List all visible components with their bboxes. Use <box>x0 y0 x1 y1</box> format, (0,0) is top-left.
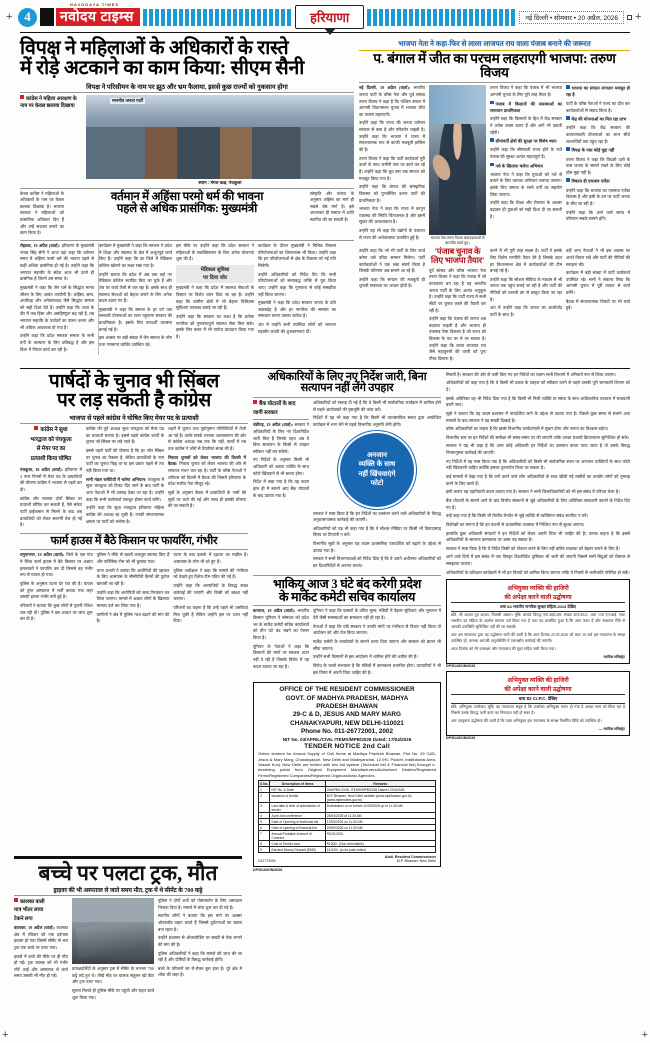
bku-col-2: यूनियन ने कहा कि फसलों के उचित मूल्य, मंडियों में बेहतर सुविधाएं और भुगतान में देरी जैसी समस्याओं का समाधान नहीं हो रहा है। नेताओं ने कहा कि यदि सरकार ने उनकी मांगों पर गंभीरता से विचार नहीं किया तो आंदोलन को और तेज किया जाएगा। मार्केट कमेटी के कार्यालयों के सामने धरना दिया जाएगा और सरकार को ज्ञापन भी सौंपा जाएगा। उन्होंने सभी किसानों से इस आंदोलन में शामिल होने की अपील की है। विरोध के चलते संभावना है कि मंडियों में कामकाज प्रभावित होगा। व्यापारियों ने भी इस विषय में अपनी चिंता जाहिर की है। <box>313 608 441 675</box>
bengal-story <box>359 36 630 365</box>
table-row <box>259 831 436 841</box>
officers-stamp: अनजान व्यक्ति के साथ नहीं खिंचवाएंगे फोटो <box>340 433 414 507</box>
bengal-headline: प. बंगाल में जीत का परचम लहराएगी भाजपा: तरुण विजय <box>373 51 616 81</box>
cell: M.P. Bhawan, New Delhi website (www.mpbhawan.gov.in) (www.mptenders.gov.in) <box>325 793 435 803</box>
bengal-quote-body: पूर्व सांसद और वरिष्ठ भाजपा नेता तरुण विजय ने कहा कि पंजाब में जो वातावरण बन रहा है वह भारतीय जनता पार्टी के लिए अत्यंत अनुकूल है। उन्होंने कहा कि पार्टी राज्य में सभी सीटों पर चुनाव लड़ने की तैयारी कर रही है। उन्होंने कहा कि पंजाब की जनता अब बदलाव चाहती है और भाजपा ही एकमात्र ऐसा विकल्प है जो राज्य को विकास के पथ पर ले जा सकता है। उन्होंने कहा कि लाला लाजपत राय जैसे महापुरुषों की धरती को पुनः गौरव दिलाना है। <box>429 267 486 362</box>
ad2-title-line2: की अपेक्षा करने वाली उद्घोषणा <box>504 686 572 694</box>
tender-col-2: Remarks <box>325 781 435 787</box>
cell: Submission on or before 11/05/2026 up to 11:30 AM. <box>325 803 435 813</box>
lead-story <box>20 36 354 365</box>
bengal-quote-col3: करने में भी पूरी तरह सक्षम है। पार्टी ने इसके लिए विशेष रणनीति तैयार की है जिसके तहत हर विधानसभा क्षेत्र में कार्यकर्ताओं की टीम बनाई गई है। उन्होंने कहा कि सोशल मीडिया के माध्यम से भी जनता तक पहुंच बनाई जा रही है और पार्टी की नीतियों को प्रभावी ढंग से प्रस्तुत किया जा रहा है। अंत में उन्होंने कहा कि जनता का आशीर्वाद पार्टी के साथ है। <box>490 248 562 318</box>
farmhouse-headline: फार्म हाउस में बैठे किसान पर फायरिंग, गंभीर <box>50 534 218 547</box>
farmhouse-col-3: घटना के बाद इलाके में दहशत का माहौल है। आसपास के लोग भी डरे हुए हैं। पुलिस अधीक्षक ने कहा कि मामले की गंभीरता को देखते हुए विशेष टीम गठित की गई है। उन्होंने कहा कि अपराधियों के विरुद्ध सख्त कार्रवाई की जाएगी और किसी को बख्शा नहीं जाएगा। परिजनों का कहना है कि उन्हें पहले भी धमकियां मिल चुकी हैं लेकिन उन्होंने इस पर ध्यान नहीं दिया। <box>173 552 248 624</box>
second-lead-body <box>20 243 354 355</box>
tender-table-body <box>259 787 436 853</box>
truck-photo <box>72 898 154 964</box>
table-row <box>259 803 436 813</box>
ad-signature-1: Addl. Resident Commissioner <box>384 855 436 860</box>
council-bullet: कांग्रेस ने सुधा भारद्वाज को पंचकूला से मेयर पद का प्रत्याशी किया घोषित <box>30 427 72 462</box>
red-bullet-icon <box>20 95 24 99</box>
paper-logo <box>40 1 140 26</box>
cell: 7 <box>259 831 270 841</box>
ad-line-5: CHANAKYAPURI, NEW DELHI-110021 <box>290 719 404 727</box>
cell: 8 <box>259 841 270 847</box>
truck-top-rule <box>14 856 242 859</box>
middle-section-rule <box>20 368 630 369</box>
proclamation-ad-1 <box>446 579 630 664</box>
cell: Date of opening of financial bid <box>270 825 325 831</box>
second-lead-side-text-2: संस्कृति और परंपरा के अनुसार अहिंसा का मार्ग ही सबसे श्रेष्ठ मार्ग है। इसे अपनाकर ही समाज में शांति स्थापित की जा सकती है। <box>310 190 354 223</box>
tender-col-0: S.No. <box>260 781 269 786</box>
second-lead-headline-line1: वर्तमान में अहिंसा परमो धर्म की भावना <box>110 189 264 203</box>
lead-headline-line2: में रोड़े अटकाने का काम किया: सीएम सैनी <box>20 58 305 80</box>
second-lead-side-text: केवल कांग्रेस ने महिलाओं के अधिकारों के नाम पर केवल छलावा दिखाया है। भाजपा सरकार ने महिलाओं को वास्तविक अधिकार दिए हैं और उन्हें सशक्त बनाने का काम किया है। <box>20 190 64 236</box>
lead-headline-line1: विपक्ष ने महिलाओं के अधिकारों के रास्ते <box>20 38 289 59</box>
second-lead-col-4: कार्यक्रम के दौरान मुख्यमंत्री ने विभिन्न विकास परियोजनाओं का शिलान्यास भी किया। उन्होंने कहा कि इन परियोजनाओं से क्षेत्र के विकास को नई गति मिलेगी। उन्होंने अधिकारियों को निर्देश दिए कि सभी परियोजनाओं को समयबद्ध तरीके से पूरा किया जाए। उन्होंने कहा कि गुणवत्ता से कोई समझौता नहीं किया जाएगा। मुख्यमंत्री ने कहा कि प्रदेश सरकार जनता के प्रति जवाबदेह है और हर नागरिक की समस्या का समाधान करना उसका कर्तव्य है। अंत में उन्होंने सभी उपस्थित लोगों को भगवान महावीर जयंती की शुभकामनाएं दीं। <box>258 243 336 334</box>
table-row <box>259 793 436 803</box>
truck-subhead: ड्राइवर की भी अस्पताल ले जाते समय मौत, ट्रक में थे सीमेंट के 700 कट्टे <box>53 888 203 895</box>
council-headline-line2: पर लड़ सकती है कांग्रेस <box>57 390 211 412</box>
cell: ₹1000/- (Non refundable) <box>325 841 435 847</box>
lead-rule-2 <box>20 188 354 189</box>
crop-square-icon <box>627 15 632 20</box>
cell: 12/05/2026 on 11:30 AM <box>325 819 435 825</box>
ad2-section: धारा 82 Cr.P.C. देखिए <box>451 694 625 704</box>
council-col-1: पंचकूला, 19 अप्रैल (वार्ता): हरियाणा में 3 नगर निगमों में मेयर पद के प्रत्याशियों की घोषणा कांग्रेस ने भाजपा से पहले कर दी। कांग्रेस और भाजपा दोनों सिंबल पर प्रत्याशी घोषित कर सकती हैं, ऐसे संकेत पार्टी हाईकमान से मिलने के बाद अब प्रत्याशियों को लेकर सरगर्मी तेज हो गई है। <box>20 467 82 528</box>
second-lead-col-2: कार्यक्रम में मुख्यमंत्री ने कहा कि सरकार ने प्रदेश में शिक्षा और स्वास्थ्य के क्षेत्र में अभूतपूर्व कार्य किए हैं। उन्होंने कहा कि हर जिले में मेडिकल कॉलेज खोलने का लक्ष्य रखा गया है। उन्होंने बताया कि प्रदेश में अब तक कई नए मेडिकल कॉलेज स्थापित किए जा चुके हैं और शेष पर कार्य तेजी से चल रहा है। इसके साथ ही स्वास्थ्य सेवाओं को बेहतर बनाने के लिए अनेक कदम उठाए गए हैं। मुख्यमंत्री ने कहा कि समाज के हर वर्ग तक सरकारी योजनाओं का लाभ पहुंचाना सरकार की प्राथमिकता है। इसके लिए पारदर्शी व्यवस्था बनाई गई है। इस अवसर पर बड़ी संख्या में जैन समाज के लोग तथा गणमान्य व्यक्ति उपस्थित रहे। <box>98 243 172 355</box>
crop-mark-left: + <box>6 11 13 23</box>
truck-bullet: कालका वाली मात्र भीतर लाया टेकने लगा <box>14 899 45 922</box>
cell: Cost of Tender cost <box>270 841 325 847</box>
ad1-title-line1: अभियुक्त व्यक्ति की हाजिरी <box>507 585 569 593</box>
cell: 3 <box>259 803 270 813</box>
truck-col-3: पुलिस ने दोनों शवों को पोस्टमार्टम के लिए अस्पताल भिजवा दिया है। मामले में जांच शुरू कर दी गई है। स्थानीय लोगों ने बताया कि इस मार्ग पर अक्सर ओवरलोड वाहन चलते हैं जिससे दुर्घटनाओं का खतरा बना रहता है। उन्होंने प्रशासन से ओवरलोडिंग पर सख्ती से रोक लगाने की मांग की है। पुलिस अधिकारियों ने कहा कि मामले की जांच की जा रही है और दोषियों के विरुद्ध कार्रवाई होगी। बच्चे के परिजनों का रो-रोकर बुरा हाल है। पूरे क्षेत्र में शोक की लहर है। <box>158 898 242 978</box>
page-number: 4 <box>18 8 37 27</box>
second-lead-rule <box>20 240 354 241</box>
bengal-col-3: तरुण विजय ने कहा कि पंजाब में भी भाजपा आगामी चुनाव के लिए पूरी तरह तैयार है। पंजाब में किसानों की समस्याओं का समाधान प्राथमिकता उन्होंने कहा कि किसानों के हित में केंद्र सरकार ने अनेक कदम उठाए हैं और आगे भी उठाती रहेगी। सीमावर्ती क्षेत्रों की सुरक्षा पर विशेष ध्यान उन्होंने कहा कि सीमावर्ती राज्य होने के नाते पंजाब की सुरक्षा अत्यंत महत्वपूर्ण है। नशे के खिलाफ चलेगा अभियान भाजपा नेता ने कहा कि युवाओं को नशे से बचाने के लिए व्यापक अभियान चलाया जाएगा। इसके लिए समाज के सभी वर्गों का सहयोग लिया जाएगा। उन्होंने कहा कि शिक्षा और रोजगार के अवसर बढ़ाकर ही युवाओं को सही दिशा दी जा सकती है। <box>490 85 562 219</box>
red-bullet-icon-2 <box>34 426 38 430</box>
cell: 1 <box>259 787 270 793</box>
dateline: नई दिल्ली • सोमवार • 20 अप्रैल, 2026 <box>519 11 624 24</box>
ad2-title-line1: अभियुक्त व्यक्ति की हाजिरी <box>507 677 569 685</box>
second-lead-headline-line2: पहले से अधिक प्रासंगिक: मुख्यमंत्री <box>116 201 258 215</box>
tender-advertisement <box>253 682 441 867</box>
bku-rule <box>253 575 441 576</box>
crop-mark-right: + <box>635 11 642 23</box>
bengal-quote-col4: वहीं अन्य नेताओं ने भी इस अवसर पर अपने विचार रखे और पार्टी की नीतियों की सराहना की। कार्यक्रम में बड़ी संख्या में पार्टी कार्यकर्ता उपस्थित रहे। सभी ने संकल्प लिया कि आगामी चुनाव में पूरी ताकत से कार्य करेंगे। बैठक में संगठनात्मक विषयों पर भी चर्चा हुई। <box>566 248 630 311</box>
bengal-photo-caption: भाजपा नेता तरुण विजय संवाददाताओं से बातचीत करते हुए। <box>430 236 485 246</box>
cell: 20/05/2026 on 11:30 AM <box>325 825 435 831</box>
truck-col-2: प्रत्यक्षदर्शियों के अनुसार ट्रक में सीमेंट के लगभग 700 कट्टे लदे हुए थे। तीखे मोड़ पर चालक संतुलन खो बैठा और ट्रक पलट गया। सूचना मिलते ही पुलिस मौके पर पहुंची और राहत कार्य शुरू किया गया। <box>72 966 154 1000</box>
second-lead-col-1: रोहतक, 19 अप्रैल (वार्ता): हरियाणा के मुख्यमंत्री नायब सिंह सैनी ने आज यहां कहा कि वर्तमान समय में अहिंसा परमो धर्म की भावना पहले से कहीं अधिक प्रासंगिक हो गई है। उन्होंने कहा कि भगवान महावीर के संदेश आज भी उतने ही प्रासंगिक हैं जितने उस समय थे। मुख्यमंत्री ने कहा कि जैन धर्म के सिद्धांत मानव जीवन के लिए अत्यंत उपयोगी हैं। अहिंसा, सत्य, अपरिग्रह और अनेकांतवाद जैसे सिद्धांत समाज को सही दिशा देते हैं। उन्होंने कहा कि आज के दौर में जब हिंसा और असहिष्णुता बढ़ रही है, तब भगवान महावीर के उपदेशों का पालन करना और भी अधिक आवश्यक हो गया है। उन्होंने कहा कि प्रदेश सरकार समाज के सभी वर्गों के कल्याण के लिए प्रतिबद्ध है और इस दिशा में निरंतर कार्य कर रही है। <box>20 243 95 352</box>
edition-ribbon: हरियाणा <box>295 5 364 29</box>
red-bullet-icon-3 <box>253 400 257 404</box>
right-column <box>446 372 630 872</box>
ad-title: TENDER NOTICE 2nd Call <box>304 743 390 751</box>
cell: 4 <box>259 813 270 819</box>
bengal-photo <box>429 85 486 235</box>
cell: 03/APRIL/CIVIL ITEMS/MPB/2026 Dated:17/04/2026 <box>325 787 435 793</box>
table-row <box>259 847 436 853</box>
officers-bullet: बैंक घोटालों के बाद जागी सरकार <box>253 400 296 416</box>
lead-photo-figures <box>86 127 354 179</box>
cell: Issuance of tender <box>270 793 325 803</box>
officers-col-1: चंडीगढ़, 19 अप्रैल (वार्ता): सरकार ने अधिकारियों के लिए नए दिशानिर्देश जारी किए हैं जिनके तहत अब वे बिना सत्यापन के किसी से उपहार स्वीकार नहीं कर सकेंगे। नए निर्देशों के अनुसार किसी भी अधिकारी को अज्ञात व्यक्ति के साथ फोटो खिंचवाने से भी बचना होगा। निर्देश में कहा गया है कि यह कदम हाल ही में सामने आए बैंक घोटालों के बाद उठाया गया है। <box>253 422 310 498</box>
ad2-body: प्रति, अभियुक्त उपरोक्त। चूंकि यह न्यायालय संतुष्ट है कि उपरोक्त अभियुक्त फरार हो गया है अथवा स्वयं को छिपा रहा है जिससे उसके विरुद्ध जारी वारंट का निष्पादन नहीं हो सका है। अतः एतद्द्वारा उद्घोषणा की जाती है कि उक्त अभियुक्त इस न्यायालय के समक्ष निर्धारित तिथि को उपस्थित हो। <box>451 705 625 724</box>
bengal-kicker: भाजपा नेता ने कहा-फिर से लाला लाजपत राय वाला पंजाब बनाने की जरूरत <box>398 40 591 48</box>
bengal-quote-headline: 'पंजाब चुनाव के लिए भाजपा तैयार' <box>430 247 485 265</box>
lead-photo <box>86 95 354 179</box>
bengal-rule <box>359 82 630 83</box>
truck-headline: बच्चे पर पलटा ट्रक, मौत <box>38 861 218 885</box>
cell: ₹5,00,000/- <box>325 831 435 841</box>
officers-headline: अधिकारियों के लिए नए निर्देश जारी, बिना सत्यापन नहीं लेंगे उपहार <box>267 370 427 395</box>
bengal-quote-side: उन्होंने कहा कि जो भी पार्टी के लिए कार्य करेगा उसे उचित सम्मान मिलेगा। पार्टी कार्यकर्ताओं ने एक लंबा संघर्ष किया है जिसके परिणाम अब सामने आ रहे हैं। उन्होंने कहा कि संगठन की मजबूती ही चुनावी सफलता का आधार होती है। <box>359 248 425 289</box>
cell: Earnest Money Deposit (EMD) <box>270 847 325 853</box>
lead-subhead: विपक्ष ने परिसीमन के नाम पर झूठ और भ्रम फैलाया, इससे कुछ राज्यों को नुकसान होगा <box>86 83 288 91</box>
decor-bars-right <box>367 9 516 26</box>
bengal-quote-section <box>359 248 630 364</box>
farmhouse-col-1: यमुनानगर, 19 अप्रैल (वार्ता): जिले के एक गांव में स्थित फार्म हाउस में बैठे किसान पर अज्ञात हमलावरों ने फायरिंग कर दी जिससे वह गंभीर रूप से घायल हो गया। पुलिस के अनुसार घटना देर रात की है। घायल को तुरंत अस्पताल में भर्ती कराया गया जहां उसकी हालत गंभीर बनी हुई है। परिजनों ने बताया कि कुछ लोगों से पुरानी रंजिश चल रही थी। पुलिस ने इस आधार पर जांच शुरू कर दी है। <box>20 552 93 622</box>
cell: 28/04/2026 at 11:30 AM <box>325 813 435 819</box>
council-rule <box>20 423 248 424</box>
ad1-body: प्रति, श्री अज्ञात पुत्र अज्ञात, निवासी अज्ञात। चूंकि आपके विरुद्ध एफ.आई.आर. संख्या 405/2021, धारा 138 एन.आई. एक्ट भारतीय दंड संहिता के अंतर्गत मामला दर्ज किया गया है तथा यह प्रमाणित हुआ है कि आप फरार हैं और साधारण रीति से आपकी उपस्थिति सुनिश्चित नहीं की जा सकती। अतः इस न्यायालय द्वारा यह उद्घोषणा जारी की जाती है कि आप दिनांक 25.05.2026 को प्रातः 10 बजे इस न्यायालय के समक्ष उपस्थित हों, अन्यथा आपकी अनुपस्थिति में एकपक्षीय कार्रवाई की जाएगी। आज दिनांक को मेरे हस्ताक्षर और न्यायालय की मुहर सहित जारी किया गया। <box>451 613 625 652</box>
ad-nit-number: NIT No. 03/APRIL/CIVIL ITEMS/MPB/2026 Dated: 17/04/2026 <box>282 737 412 743</box>
cell: NIT No. & Date <box>270 787 325 793</box>
farmhouse-rule-2 <box>20 549 248 550</box>
ad-body: Online tenders for Annual Supply of Civil Items at Madhya Pradesh Bhawan, Plot No. 29 C&D, Jesus & Mary Marg, Chanakyapuri, New Delhi and Madhyanchal, 12 IHC Pocket, Institutional Area, Vasant Kunj, New Delhi are invited with two bid system (Technical bid & Financial bid) through e-tendering portal from Original Equipment Manufacturers/Authorised Dealers/Registered Firms/Registered Companies/Registered Organizations/ Agencies. <box>258 751 436 778</box>
ad1-code: DP/5143/ON/2026 <box>446 664 476 669</box>
truck-rule <box>14 895 242 896</box>
top-section <box>6 36 644 365</box>
ad-line-6: Phone No. 011-26772001, 2002 <box>300 727 393 735</box>
bku-headline-line2: के मार्केट कमेटी सचिव कार्यालय <box>278 589 416 604</box>
ad-line-2: GOVT. OF MADHYA PRADESH, MADHYA <box>285 694 409 702</box>
bku-rule-2 <box>253 605 441 606</box>
bengal-col-4: भाजपा का संगठन लगातार मजबूत हो रहा है पार्टी के वरिष्ठ नेताओं ने राज्य का दौरा कर कार्यकर्ताओं से संवाद किया है। केंद्र की योजनाओं का मिल रहा लाभ उन्होंने कहा कि केंद्र सरकार की कल्याणकारी योजनाओं का लाभ सीधे लाभार्थियों तक पहुंच रहा है। विपक्ष के पास कोई मुद्दा नहीं तरुण विजय ने कहा कि विपक्षी दलों के पास जनता के सामने रखने के लिए कोई ठोस मुद्दा नहीं है। विकास ही एकमात्र एजेंडा उन्होंने कहा कि भाजपा का एकमात्र एजेंडा विकास है और इसी के दम पर पार्टी जनता के बीच जा रही है। उन्होंने कहा कि आने वाले समय में परिणाम सबके सामने होंगे। <box>566 85 630 222</box>
cell: 5 <box>259 819 270 825</box>
cell: A pre-bid conference <box>270 813 325 819</box>
ad1-sign: न्यायिक मजिस्ट्रेट <box>603 655 625 660</box>
ad-signature-2: M.P. Bhawan, New Delhi <box>396 859 436 864</box>
council-kicker: भाजपा से पहले कांग्रेस ने घोषित किए मेयर पद के प्रत्याशी <box>69 415 199 423</box>
bku-headline-line1: भाकियू आज 3 घंटे बंद करेगी प्रदेश <box>272 576 422 591</box>
ad-line-3: PRADESH BHAWAN <box>316 702 378 710</box>
crop-mark-bottom-left: + <box>2 1029 9 1041</box>
crop-mark-bottom-right: + <box>641 1029 648 1041</box>
second-lead-sidebar-title: मेडिकल सुविधा पर दिया जोर <box>176 265 254 283</box>
ad1-section: धारा 84 भारतीय नागरिक सुरक्षा संहिता-2023 देखिए <box>451 602 625 612</box>
proclamation-ad-2 <box>446 671 630 736</box>
paper-name: नवोदय टाइम्स <box>56 8 140 26</box>
second-lead-col-3: इस मौके पर उन्होंने कहा कि प्रदेश सरकार ने महिलाओं के सशक्तिकरण के लिए अनेक योजनाएं शुरू की हैं। मेडिकल सुविधा पर दिया जोर मुख्यमंत्री ने कहा कि प्रदेश में स्वास्थ्य सेवाओं के विस्तार पर विशेष ध्यान दिया जा रहा है। उन्होंने कहा कि ग्रामीण क्षेत्रों में भी बेहतर चिकित्सा सुविधाएं उपलब्ध कराई जा रही हैं। उन्होंने कहा कि सरकार का लक्ष्य है कि प्रत्येक नागरिक को गुणवत्तापूर्ण स्वास्थ्य सेवा मिल सके। इसके लिए बजट में भी पर्याप्त प्रावधान किया गया है। <box>176 243 254 339</box>
cell: 6 <box>259 825 270 831</box>
masthead <box>6 0 644 30</box>
lead-rule <box>20 92 354 93</box>
tender-col-1: Description of items <box>270 781 325 787</box>
council-col-2: कांग्रेस की पूर्व अध्यक्ष सुधा भारद्वाज को मेयर पद का प्रत्याशी बनाया है। इससे पहले कांग्रेस कार्यों के चुनाव जो सिंबल पर लड़े जाते हैं। इससे पहले पार्टी की घोषणा है कि हर जोन सिंबल पर चुनाव का फैसला है, लेकिन प्रत्याशियों के नाम पार्टी का चुनाव चिह्न था-था इस प्रकार पहले से तय नहीं किया गया था। सभी मंडल कमेटियों में चलेगा अभियान: पंचकूला में सुधा भारद्वाज को टिकट दिए जाने के बाद पार्टी के अन्य नेताओं में भी उत्साह देखा जा रहा है। उन्होंने कहा कि सभी कार्यकर्ता एकजुट होकर कार्य करेंगे। उन्होंने कहा कि सुधा भारद्वाज हरियाणा महिला कांग्रेस की अध्यक्ष रह चुकी हैं। उनकी संगठनात्मक क्षमता पर पार्टी को भरोसा है। <box>86 426 164 524</box>
ad2-sign: — न्यायिक मजिस्ट्रेट <box>598 727 625 732</box>
truck-photo-vehicle <box>76 921 151 959</box>
bengal-col-1: नई दिल्ली, 19 अप्रैल (वार्ता): भारतीय जनता पार्टी के वरिष्ठ नेता और पूर्व सांसद तरुण विजय ने कहा है कि पश्चिम बंगाल में आगामी विधानसभा चुनाव में भाजपा जीत का परचम लहराएगी। उन्होंने कहा कि राज्य की जनता वर्तमान सरकार से त्रस्त है और परिवर्तन चाहती है। उन्होंने कहा कि भाजपा ने राज्य में संगठनात्मक रूप से काफी मजबूती हासिल की है। तरुण विजय ने कहा कि पार्टी कार्यकर्ता पूरी ऊर्जा के साथ जमीनी स्तर पर कार्य कर रहे हैं। उन्होंने कहा कि बूथ स्तर तक संगठन को मजबूत किया गया है। उन्होंने कहा कि बंगाल की सांस्कृतिक विरासत को पुनर्जीवित करना पार्टी की प्राथमिकता है। भाजपा नेता ने कहा कि राज्य में कानून व्यवस्था की स्थिति चिंताजनक है और इसमें सुधार की आवश्यकता है। उन्होंने यह भी कहा कि उद्योगों के पलायन से राज्य की अर्थव्यवस्था प्रभावित हुई है। <box>359 85 425 240</box>
bku-col-1: करनाल, 19 अप्रैल (वार्ता): भारतीय किसान यूनियन ने सोमवार को प्रदेश भर के मार्केट कमेटी सचिव कार्यालयों को तीन घंटे बंद रखने का ऐलान किया है। यूनियन के नेताओं ने कहा कि किसानों की मांगों पर सरकार ध्यान नहीं दे रही है जिसके विरोध में यह कदम उठाया जा रहा है। <box>253 608 309 669</box>
officers-story <box>253 372 441 872</box>
cell: 15,000/- (to be paid online) <box>325 847 435 853</box>
ad2-code: DP/5143/ON/2026 <box>446 736 476 741</box>
red-bullet-icon-4 <box>14 898 18 902</box>
ad-left-code: G11775/26 <box>258 859 276 864</box>
tender-table <box>258 780 436 853</box>
council-story <box>20 372 248 872</box>
ad1-title-line2: की अपेक्षा करने वाली उद्घोषणा <box>504 594 572 602</box>
ad-line-4: 29-C & D, JESUS AND MARY MARG <box>292 711 402 719</box>
officers-rule <box>253 397 441 398</box>
farmhouse-rule <box>20 533 248 534</box>
lead-bullet: कांग्रेस ने महिला आरक्षण के नाम पर केवल छलावा दिखाया <box>20 95 77 110</box>
cell: Date of Opening of technical bid <box>270 819 325 825</box>
middle-section <box>6 372 644 872</box>
tender-ad-code: DP/5143/ON/2026 <box>253 868 283 873</box>
lead-photo-overlay: माननीय जनता पार्टी <box>112 97 144 103</box>
decor-bars-left <box>143 9 292 26</box>
ad-line-1: OFFICE OF THE RESIDENT COMMISSIONER <box>279 686 415 694</box>
cell: 2 <box>259 793 270 803</box>
paper-tagline: NAVODAYA TIMES <box>70 1 120 7</box>
right-col-text-1: मिलती है। सरकार की ओर से जारी किए गए इन निर्देशों का पालन सभी विभागों में अनिवार्य रूप से किया जाएगा। अधिकारियों को कहा गया है कि वे किसी भी प्रकार के उपहार को स्वीकार करने से पहले उसकी पूरी जानकारी विभाग को दें। इसके अतिरिक्त यह भी निर्देश दिया गया है कि किसी भी निजी व्यक्ति या संस्था के साथ आधिकारिक पत्राचार में सावधानी बरती जाए। सूत्रों ने बताया कि यह कदम प्रशासन में पारदर्शिता लाने के उद्देश्य से उठाया गया है। पिछले कुछ समय से सामने आए मामलों के बाद सरकार ने यह सख्ती दिखाई है। वरिष्ठ अधिकारियों का कहना है कि इससे विभागीय कार्यप्रणाली में सुधार होगा और जनता का विश्वास बढ़ेगा। विभागीय स्तर पर इन निर्देशों की समीक्षा भी समय-समय पर की जाएगी ताकि उनका प्रभावी क्रियान्वयन सुनिश्चित हो सके। सरकार ने यह भी कहा है कि अगर कोई अधिकारी इन निर्देशों का उल्लंघन करता पाया जाता है तो उसके विरुद्ध नियमानुसार कार्रवाई की जाएगी। नए निर्देशों में यह स्पष्ट किया गया है कि अधिकारियों को किसी भी सार्वजनिक स्थल पर अनजान व्यक्तियों के साथ फोटो नहीं खिंचवानी चाहिए क्योंकि इसका दुरुपयोग किया जा सकता है। कई मामलों में देखा गया है कि ठगी करने वाले लोग अधिकारियों के साथ खींची गई तस्वीरों का उपयोग लोगों को गुमराह करने के लिए करते हैं। इसी कारण यह एहतियाती कदम उठाया गया है। सरकार ने सभी जिलाधिकारियों को भी इस संबंध में परिपत्र भेजा है। बैंक घोटालों के सामने आने के बाद वित्तीय संस्थानों से जुड़े अधिकारियों के लिए अतिरिक्त सावधानी बरतने के निर्देश दिए गए हैं। उन्हें कहा गया है कि किसी भी वित्तीय लेनदेन से जुड़े व्यक्ति से व्यक्तिगत संबंध स्थापित न करें। विशेषज्ञों का मानना है कि इन कदमों से प्रशासनिक व्यवस्था में निश्चित रूप से सुधार आएगा। हालांकि कुछ अधिकारी संगठनों ने इन निर्देशों को लेकर अपनी चिंता भी जाहिर की है। उनका कहना है कि इससे अधिकारियों के सामान्य कामकाज पर असर पड़ सकता है। सरकार ने स्पष्ट किया है कि ये निर्देश किसी को परेशान करने के लिए नहीं बल्कि व्यवस्था को बेहतर बनाने के लिए हैं। आने वाले दिनों में इस संबंध में एक विस्तृत दिशानिर्देश पुस्तिका भी जारी की जाएगी जिसमें सभी बिंदुओं को विस्तार से समझाया जाएगा। अधिकारियों के प्रशिक्षण कार्यक्रमों में भी इन विषयों को शामिल किया जाएगा ताकि वे नियमों से भलीभांति परिचित हो सकें। <box>446 371 630 575</box>
council-col-3: शहरों में चुनाव तथा पूर्वानुमान गतिविधियों में तेजी आ गई है। उनके संपर्क भाजपा आलाकमान की ओर से कांग्रेस अध्यक्ष जब तक कि नहीं, कार्यों में तब तक कांग्रेस ने जोरों से तैयारियां संपन्न की हैं। निकाय चुनावों को लेकर भाजपा की दिल्ली में बैठक: निकाय चुनाव को लेकर भाजपा की ओर से लगातार मंथन चल रहा है। पार्टी के वरिष्ठ नेताओं ने शनिवार को दिल्ली में बैठक की जिसमें हरियाणा के प्रदेश स्तरीय नेता मौजूद रहे। सूत्रों के अनुसार बैठक में प्रत्याशियों के नामों की सूची पर चर्चा की गई और जल्द ही इसकी घोषणा की जा सकती है। <box>168 426 246 509</box>
council-headline-line1: पार्षदों के चुनाव भी सिंबल <box>48 370 220 392</box>
cell: Last date & time of submission of tender <box>270 803 325 813</box>
officers-col-2: अधिकारियों को सलाह दी गई है कि वे किसी भी सार्वजनिक कार्यक्रम में शामिल होने से पहले आयोजकों की पृष्ठभूमि की जांच करें। निर्देशों में यह भी कहा गया है कि किसी भी व्यावसायिक संस्था द्वारा आयोजित कार्यक्रम में भाग लेने से पहले विभागीय अनुमति लेनी होगी। अनजान व्यक्ति के साथ नहीं खिंचवाएंगे फोटो सरकार ने स्पष्ट किया है कि इन निर्देशों का उल्लंघन करने वाले अधिकारियों के विरुद्ध अनुशासनात्मक कार्रवाई की जाएगी। अधिकारियों को यह भी कहा गया है कि वे सोशल मीडिया पर किसी भी विवादास्पद विषय पर टिप्पणी न करें। विभागीय सूत्रों के अनुसार यह कदम प्रशासनिक पारदर्शिता को बढ़ाने के उद्देश्य से उठाया गया है। सरकार ने सभी विभागाध्यक्षों को निर्देश दिया है कि वे अपने अधीनस्थ अधिकारियों को इन दिशानिर्देशों से अवगत कराएं। <box>313 399 441 569</box>
cell: Annual Probable Amount of Contract <box>270 831 325 841</box>
truck-col-1: कालका, 19 अप्रैल (वार्ता): कालका क्षेत्र में रविवार को एक दर्दनाक हादसा हो गया जिसमें सीमेंट से भरा ट्रक एक बच्चे पर पलट गया। हादसे में बच्चे की मौके पर ही मौत हो गई। ट्रक चालक को भी गंभीर चोटें आईं और अस्पताल ले जाते समय उसकी भी मौत हो गई। <box>14 924 68 979</box>
lead-photo-caption: स्थान : मंगल कक्ष, पंचकूला <box>198 179 242 185</box>
cell: 9 <box>259 847 270 853</box>
truck-story <box>14 856 242 1003</box>
bengal-photo-backdrop <box>429 85 486 124</box>
truck-photo-sky <box>72 898 154 922</box>
logo-mark-icon <box>40 8 56 26</box>
farmhouse-col-2: पुलिस ने मौके से खाली कारतूस बरामद किए हैं और फॉरेंसिक टीम को भी बुलाया गया। थाना प्रभारी ने बताया कि आरोपियों की पहचान के लिए आसपास के सीसीटीवी कैमरों की फुटेज खंगाली जा रही है। उन्होंने कहा कि आरोपियों को जल्द गिरफ्तार कर लिया जाएगा। मामले में अज्ञात लोगों के खिलाफ मामला दर्ज कर लिया गया है। ग्रामीणों ने क्षेत्र में पुलिस गश्त बढ़ाने की मांग की है। <box>96 552 170 624</box>
